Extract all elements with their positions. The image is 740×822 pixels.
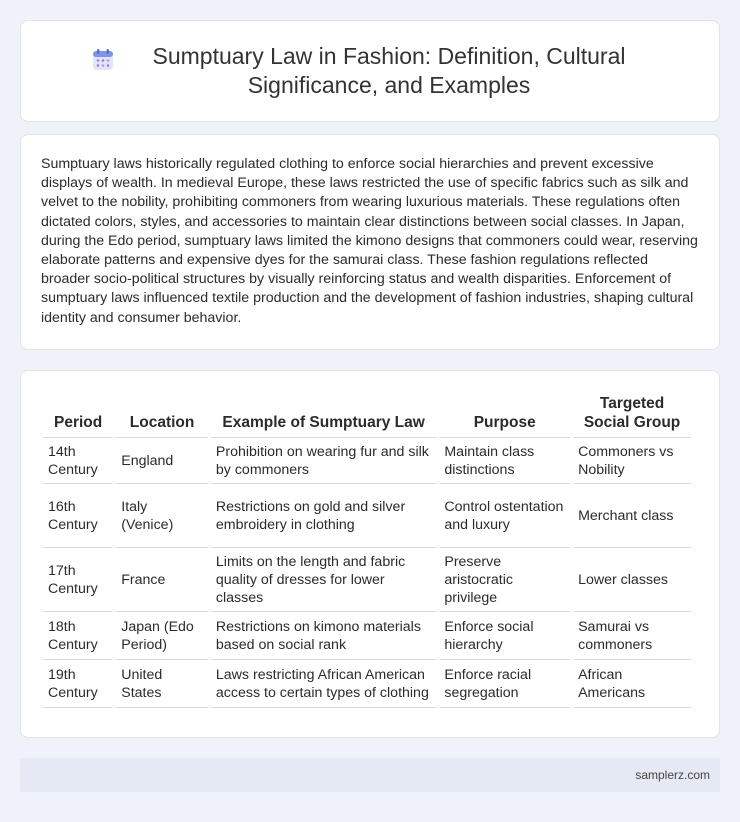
cell-example: Laws restricting African American access to certain types of clothing bbox=[211, 660, 436, 708]
cell-purpose: Enforce racial segregation bbox=[439, 660, 570, 708]
table-card bbox=[20, 370, 720, 738]
cell-targeted-group: Lower classes bbox=[573, 548, 691, 612]
cell-example: Restrictions on gold and silver embroidery in clothing bbox=[211, 484, 436, 548]
sumptuary-law-table bbox=[40, 391, 694, 708]
column-header-location: Location bbox=[116, 391, 208, 438]
footer bbox=[20, 758, 720, 792]
footer-site-link[interactable]: samplerz.com bbox=[635, 768, 710, 782]
cell-period: 16th Century bbox=[43, 484, 113, 548]
table-row bbox=[43, 438, 691, 484]
title-wrap bbox=[91, 42, 649, 100]
cell-targeted-group: Merchant class bbox=[573, 484, 691, 548]
intro-paragraph: Sumptuary laws historically regulated clothing to enforce social hierarchies and prevent excessive displays of wealth. In medieval Europe, these laws restricted the use of specific fabrics such as silk and velvet to the nobility, prohibiting commoners from wearing luxurious materials. These regulations often dictated colors, styles, and accessories to maintain clear distinctions between social classes. In Japan, during the Edo period, sumptuary laws limited the kimono designs that commoners could wear, reserving elaborate patterns and expensive dyes for the samurai class. These fashion regulations reflected broader socio-political structures by visually reinforcing status and wealth disparities. Enforcement of sumptuary laws influenced textile production and the development of fashion industries, shaping cultural identity and consumer behavior. bbox=[41, 156, 698, 326]
cell-purpose: Enforce social hierarchy bbox=[439, 612, 570, 660]
cell-example: Prohibition on wearing fur and silk by commoners bbox=[211, 438, 436, 484]
cell-location: Japan (Edo Period) bbox=[116, 612, 208, 660]
cell-purpose: Maintain class distinctions bbox=[439, 438, 570, 484]
cell-targeted-group: Samurai vs commoners bbox=[573, 612, 691, 660]
table-row bbox=[43, 612, 691, 660]
cell-location: Italy (Venice) bbox=[116, 484, 208, 548]
intro-card bbox=[20, 134, 720, 350]
cell-purpose: Control ostentation and luxury bbox=[439, 484, 570, 548]
table-header-row bbox=[43, 391, 691, 438]
table-row bbox=[43, 548, 691, 612]
cell-example: Limits on the length and fabric quality of dresses for lower classes bbox=[211, 548, 436, 612]
cell-targeted-group: African Americans bbox=[573, 660, 691, 708]
cell-location: France bbox=[116, 548, 208, 612]
cell-location: United States bbox=[116, 660, 208, 708]
table-row bbox=[43, 484, 691, 548]
cell-targeted-group: Commoners vs Nobility bbox=[573, 438, 691, 484]
cell-location: England bbox=[116, 438, 208, 484]
cell-period: 18th Century bbox=[43, 612, 113, 660]
cell-purpose: Preserve aristocratic privilege bbox=[439, 548, 570, 612]
cell-period: 14th Century bbox=[43, 438, 113, 484]
calendar-icon bbox=[91, 48, 115, 72]
title-card bbox=[20, 20, 720, 122]
column-header-period: Period bbox=[43, 391, 113, 438]
column-header-targeted-group: Targeted Social Group bbox=[573, 391, 691, 438]
cell-example: Restrictions on kimono materials based on social rank bbox=[211, 612, 436, 660]
cell-period: 17th Century bbox=[43, 548, 113, 612]
cell-period: 19th Century bbox=[43, 660, 113, 708]
table-row bbox=[43, 660, 691, 708]
column-header-purpose: Purpose bbox=[439, 391, 570, 438]
page-title: Sumptuary Law in Fashion: Definition, Cultural Significance, and Examples bbox=[152, 43, 626, 98]
column-header-example: Example of Sumptuary Law bbox=[211, 391, 436, 438]
